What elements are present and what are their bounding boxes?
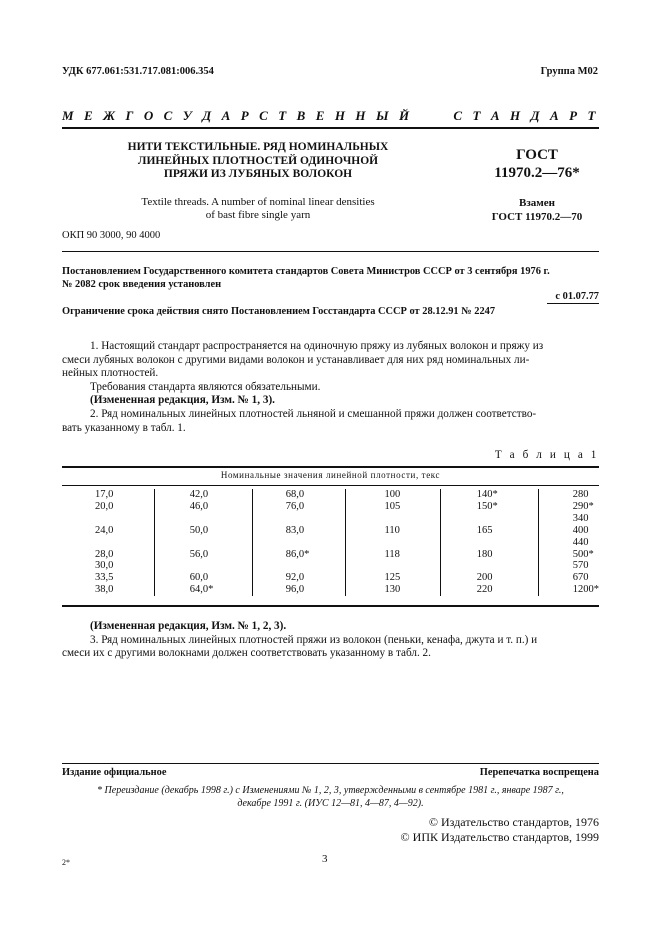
title-rule [62, 251, 599, 252]
table-header-rule [62, 485, 599, 486]
table-col-3 [252, 489, 346, 596]
cell: 125 [384, 572, 401, 584]
cell: 68,0 [285, 489, 305, 500]
cell: 86,0* [285, 548, 310, 560]
edit-note-2: (Измененная редакция, Изм. № 1, 2, 3). [90, 620, 287, 632]
official-edition: Издание официальное [62, 767, 167, 778]
table-row [62, 489, 599, 596]
table-top-rule [62, 466, 599, 468]
cell: 46,0 [189, 500, 209, 512]
paragraph-3-line-1: 3. Ряд номинальных линейных плотностей пряжи из волокон (пеньки, кенафа, джута и т. п.) и [90, 633, 538, 646]
cell [286, 513, 346, 525]
replaces-gost: ГОСТ 11970.2—70 [491, 210, 583, 223]
cell: 64,0* [189, 584, 214, 596]
cell [286, 537, 346, 549]
cell: 340 [572, 512, 589, 524]
cell [95, 537, 154, 549]
table-col-4 [346, 489, 440, 596]
cell: 50,0 [189, 524, 209, 536]
decree [62, 265, 599, 291]
paragraph-1 [62, 340, 599, 435]
copyright-block [401, 815, 599, 845]
cell: 1200* [572, 584, 599, 596]
cell: 33,5 [95, 572, 114, 584]
cell: 400 [572, 524, 589, 536]
cell [384, 513, 439, 525]
cell: 200 [476, 572, 493, 584]
replaces-label: Взамен [519, 197, 555, 209]
cell [190, 560, 252, 572]
cell: 20,0 [95, 500, 114, 512]
effective-date-rule [547, 303, 599, 304]
cell: 24,0 [95, 524, 114, 536]
paragraph-1-line-1: 1. Настоящий стандарт распространяется на одиночную пряжу из лубяных волокон и пряжу из [90, 340, 544, 352]
cell: 17,0 [95, 489, 114, 500]
replaces-block [472, 197, 602, 224]
standard-banner-right: С Т А Н Д А Р Т [453, 108, 599, 123]
title-ru-line-1: НИТИ ТЕКСТИЛЬНЫЕ. РЯД НОМИНАЛЬНЫХ [127, 141, 389, 153]
page-number: 3 [322, 853, 328, 865]
copyright-1976: © Издательство стандартов, 1976 [428, 815, 599, 829]
footer-rule [62, 763, 599, 764]
decree-line-2: № 2082 срок введения установлен [62, 279, 222, 290]
standard-banner-left: М Е Ж Г О С У Д А Р С Т В Е Н Н Ы Й [62, 108, 413, 123]
cell: 83,0 [285, 524, 305, 536]
table-col-5 [440, 489, 538, 596]
cell: 280 [572, 489, 589, 500]
cell: 42,0 [189, 489, 209, 500]
cell: 670 [572, 572, 589, 584]
cell [384, 537, 439, 549]
cell: 110 [384, 524, 400, 536]
paragraph-1-line-2: смеси лубяных волокон с другими видами волокон и устанавливает для них ряд номинальных ли- [62, 353, 530, 366]
sheet-mark: 2* [62, 858, 70, 867]
copyright-1999: © ИПК Издательство стандартов, 1999 [400, 830, 599, 844]
gost-designation [472, 146, 602, 182]
gost-number: 11970.2—76* [494, 165, 580, 181]
table-1-label: Т а б л и ц а 1 [494, 449, 599, 461]
gost-label: ГОСТ [516, 147, 558, 163]
banner-rule [62, 127, 599, 129]
table-bottom-rule [62, 605, 599, 607]
cell [384, 560, 439, 572]
table-col-6 [538, 489, 599, 596]
title-en [108, 196, 408, 222]
cell: 140* [476, 489, 498, 500]
reprint-prohibited: Перепечатка воспрещена [479, 767, 599, 778]
okp-code: ОКП 90 3000, 90 4000 [62, 230, 161, 241]
paragraph-3 [62, 620, 599, 661]
cell: 220 [476, 584, 493, 596]
cell: 440 [572, 536, 589, 548]
table-col-2 [154, 489, 252, 596]
cell: 165 [476, 524, 493, 536]
cell: 96,0 [285, 584, 305, 596]
title-ru-line-3: ПРЯЖИ ИЗ ЛУБЯНЫХ ВОЛОКОН [163, 168, 353, 180]
table-col-1 [62, 489, 154, 596]
cell [190, 537, 252, 549]
cell [286, 560, 346, 572]
title-ru-line-2: ЛИНЕЙНЫХ ПЛОТНОСТЕЙ ОДИНОЧНОЙ [137, 154, 379, 167]
cell: 130 [384, 584, 401, 596]
cell: 105 [384, 500, 401, 512]
paragraph-3-line-2: смеси их с другими волокнами должен соответствовать указанному в табл. 2. [62, 647, 431, 660]
cell: 30,0 [95, 560, 114, 572]
reissue-note-line-2: декабре 1991 г. (ИУС 12—81, 4—87, 4—92). [237, 798, 424, 809]
cell: 118 [384, 548, 400, 560]
paragraph-1-line-3: нейных плотностей. [62, 367, 159, 380]
cell: 60,0 [189, 572, 209, 584]
table-1 [62, 489, 599, 596]
cell: 100 [384, 489, 401, 500]
cell [477, 537, 538, 549]
cell: 150* [476, 500, 498, 512]
cell [477, 513, 538, 525]
cell: 38,0 [95, 584, 114, 596]
cell [190, 513, 252, 525]
cell: 92,0 [285, 572, 305, 584]
cell: 180 [476, 548, 493, 560]
table-header: Номинальные значения линейной плотности, текс [220, 470, 441, 480]
cell: 290* [572, 500, 594, 512]
paragraph-1-requirements: Требования стандарта являются обязательными. [90, 380, 321, 393]
cell: 76,0 [285, 500, 305, 512]
title-en-line-1: Textile threads. A number of nominal linear densities [141, 196, 375, 208]
reissue-note [62, 784, 599, 810]
cell: 28,0 [95, 548, 114, 560]
edit-note-1: (Измененная редакция, Изм. № 1, 3). [90, 394, 275, 407]
cell [477, 560, 538, 572]
cell: 500* [572, 548, 594, 560]
paragraph-2-line-2: вать указанному в табл. 1. [62, 421, 186, 434]
cell: 56,0 [189, 548, 209, 560]
title-en-line-2: of bast fibre single yarn [205, 209, 311, 221]
effective-date: с 01.07.77 [555, 291, 599, 302]
reissue-note-line-1: * Переиздание (декабрь 1998 г.) с Изменениями № 1, 2, 3, утвержденными в сентябре 1981 г., январе 1987 г., [97, 785, 564, 796]
limitation-note: Ограничение срока действия снято Постановлением Госстандарта СССР от 28.12.91 № 2247 [62, 306, 496, 317]
cell [95, 513, 154, 525]
udk-code: УДК 677.061:531.717.081:006.354 [62, 66, 214, 77]
group-code: Группа М02 [540, 66, 598, 77]
paragraph-2-line-1: 2. Ряд номинальных линейных плотностей льняной и смешанной пряжи должен соответство- [90, 407, 537, 420]
decree-line-1: Постановлением Государственного комитета стандартов Совета Министров СССР от 3 сентября 1976 г. [62, 266, 550, 277]
title-ru [108, 141, 408, 182]
cell: 570 [572, 560, 589, 572]
